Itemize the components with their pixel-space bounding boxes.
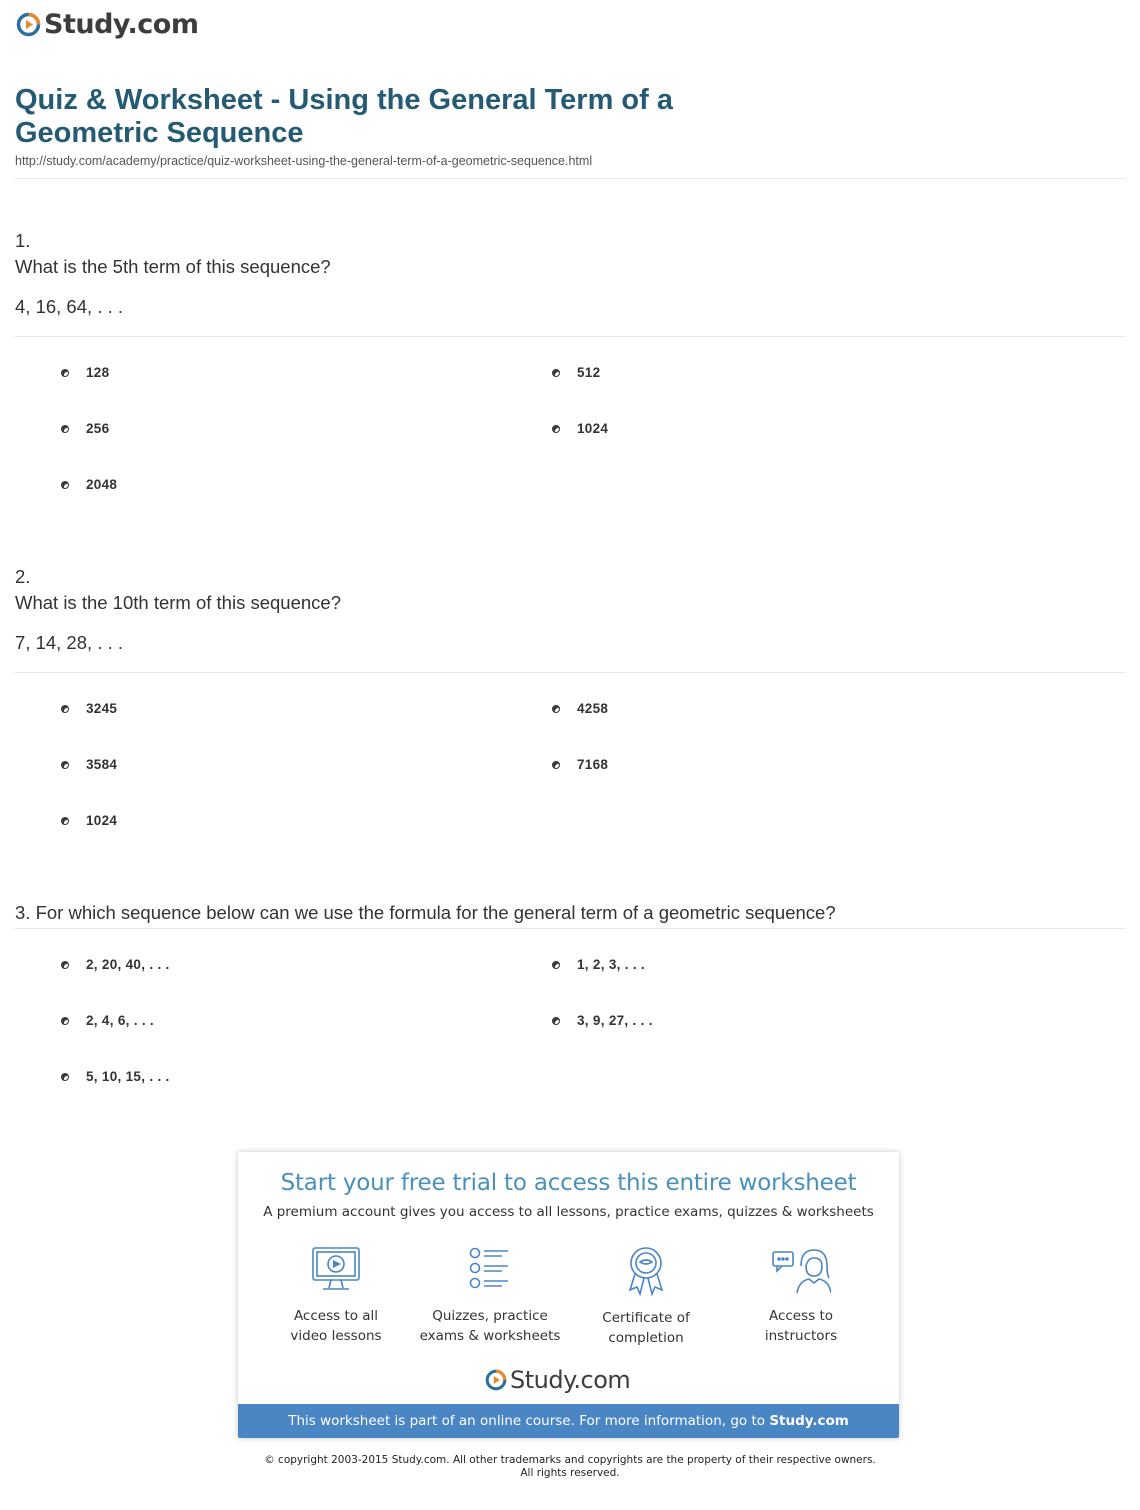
feature-label: Access to [768,1308,834,1324]
question-2-number: 2. [15,566,31,587]
feature-label: instructors [764,1328,838,1344]
logo-text: Study [510,1366,574,1394]
video-lesson-icon [311,1246,361,1294]
study-link[interactable]: Study.com [769,1413,849,1429]
promo-subtitle: A premium account gives you access to all lessons, practice exams, quizzes & worksheets [263,1204,874,1220]
radio-button[interactable] [61,369,69,377]
radio-button[interactable] [61,705,69,713]
option-label: 5, 10, 15, . . . [86,1069,170,1084]
radio-button[interactable] [61,1017,69,1025]
option-label: 2, 20, 40, . . . [86,957,170,972]
feature-certificate [566,1246,726,1348]
copyright-notice [0,1454,1140,1480]
radio-button[interactable] [61,1073,69,1081]
rights-line: All rights reserved. [520,1467,620,1479]
play-logo-icon [16,12,41,37]
feature-label: Access to all [293,1308,379,1324]
option-label: 1024 [577,421,609,436]
radio-button[interactable] [552,961,560,969]
radio-button[interactable] [61,817,69,825]
course-info-text: This worksheet is part of an online course. For more information, go to [288,1413,770,1429]
option-label: 2, 4, 6, . . . [86,1013,154,1028]
option-label: 256 [86,421,110,436]
question-3-option[interactable] [61,1013,154,1028]
course-info-bar [238,1404,899,1438]
free-trial-promo [238,1152,899,1438]
copyright-line: © copyright 2003-2015 Study.com. All other trademarks and copyrights are the property of their respective owners. [264,1454,876,1466]
logo-suffix: .com [127,9,199,40]
page-title: Quiz & Worksheet - Using the General Term of a Geometric Sequence [15,84,673,149]
radio-button[interactable] [61,761,69,769]
question-2-divider [15,672,1125,673]
question-1-divider [15,336,1125,337]
feature-label: Quizzes, practice [432,1308,548,1324]
radio-button[interactable] [552,369,560,377]
question-2-option[interactable] [61,757,117,772]
question-3-option[interactable] [552,1013,653,1028]
question-1-prompt: What is the 5th term of this sequence? [15,256,331,277]
question-1-sequence: 4, 16, 64, . . . [15,296,123,317]
question-1-option[interactable] [61,477,117,492]
radio-button[interactable] [552,1017,560,1025]
option-label: 3584 [86,757,118,772]
question-2-option[interactable] [61,813,117,828]
option-label: 128 [86,365,110,380]
question-1-option[interactable] [61,365,109,380]
header-logo[interactable] [16,9,198,40]
radio-button[interactable] [61,481,69,489]
option-label: 1024 [86,813,118,828]
question-1-option[interactable] [552,365,600,380]
feature-label: Certificate of [602,1310,690,1326]
feature-video-lessons [256,1246,416,1346]
question-2-sequence: 7, 14, 28, . . . [15,632,123,653]
feature-label: completion [608,1330,684,1346]
question-3-option[interactable] [61,957,170,972]
question-1-option[interactable] [61,421,109,436]
question-2-option[interactable] [61,701,117,716]
feature-quizzes [410,1246,570,1346]
radio-button[interactable] [552,425,560,433]
promo-title[interactable]: Start your free trial to access this entire worksheet [280,1170,857,1196]
quiz-list-icon [468,1246,512,1294]
page-url[interactable]: http://study.com/academy/practice/quiz-worksheet-using-the-general-term-of-a-geometric-sequence.html [15,154,593,168]
option-label: 512 [577,365,601,380]
promo-logo[interactable] [485,1366,630,1394]
question-3-option[interactable] [552,957,645,972]
question-1-option[interactable] [552,421,608,436]
option-label: 2048 [86,477,118,492]
logo-suffix: .com [573,1366,631,1394]
certificate-ribbon-icon [626,1246,666,1296]
question-2-option[interactable] [552,701,608,716]
play-logo-icon [485,1369,507,1391]
question-3-prompt: 3. For which sequence below can we use the formula for the general term of a geometric sequence? [15,902,836,923]
logo-text: Study [44,9,128,40]
feature-instructors [721,1246,881,1346]
option-label: 3, 9, 27, . . . [577,1013,653,1028]
question-3-option[interactable] [61,1069,170,1084]
option-label: 3245 [86,701,118,716]
feature-label: exams & worksheets [419,1328,561,1344]
option-label: 1, 2, 3, . . . [577,957,645,972]
instructor-chat-icon [771,1246,831,1294]
radio-button[interactable] [552,761,560,769]
feature-label: video lessons [290,1328,382,1344]
question-3-divider [15,928,1125,929]
radio-button[interactable] [61,425,69,433]
question-2-option[interactable] [552,757,608,772]
radio-button[interactable] [61,961,69,969]
header-divider [15,178,1125,179]
question-1-number: 1. [15,230,31,251]
option-label: 4258 [577,701,609,716]
radio-button[interactable] [552,705,560,713]
question-2-prompt: What is the 10th term of this sequence? [15,592,341,613]
option-label: 7168 [577,757,609,772]
